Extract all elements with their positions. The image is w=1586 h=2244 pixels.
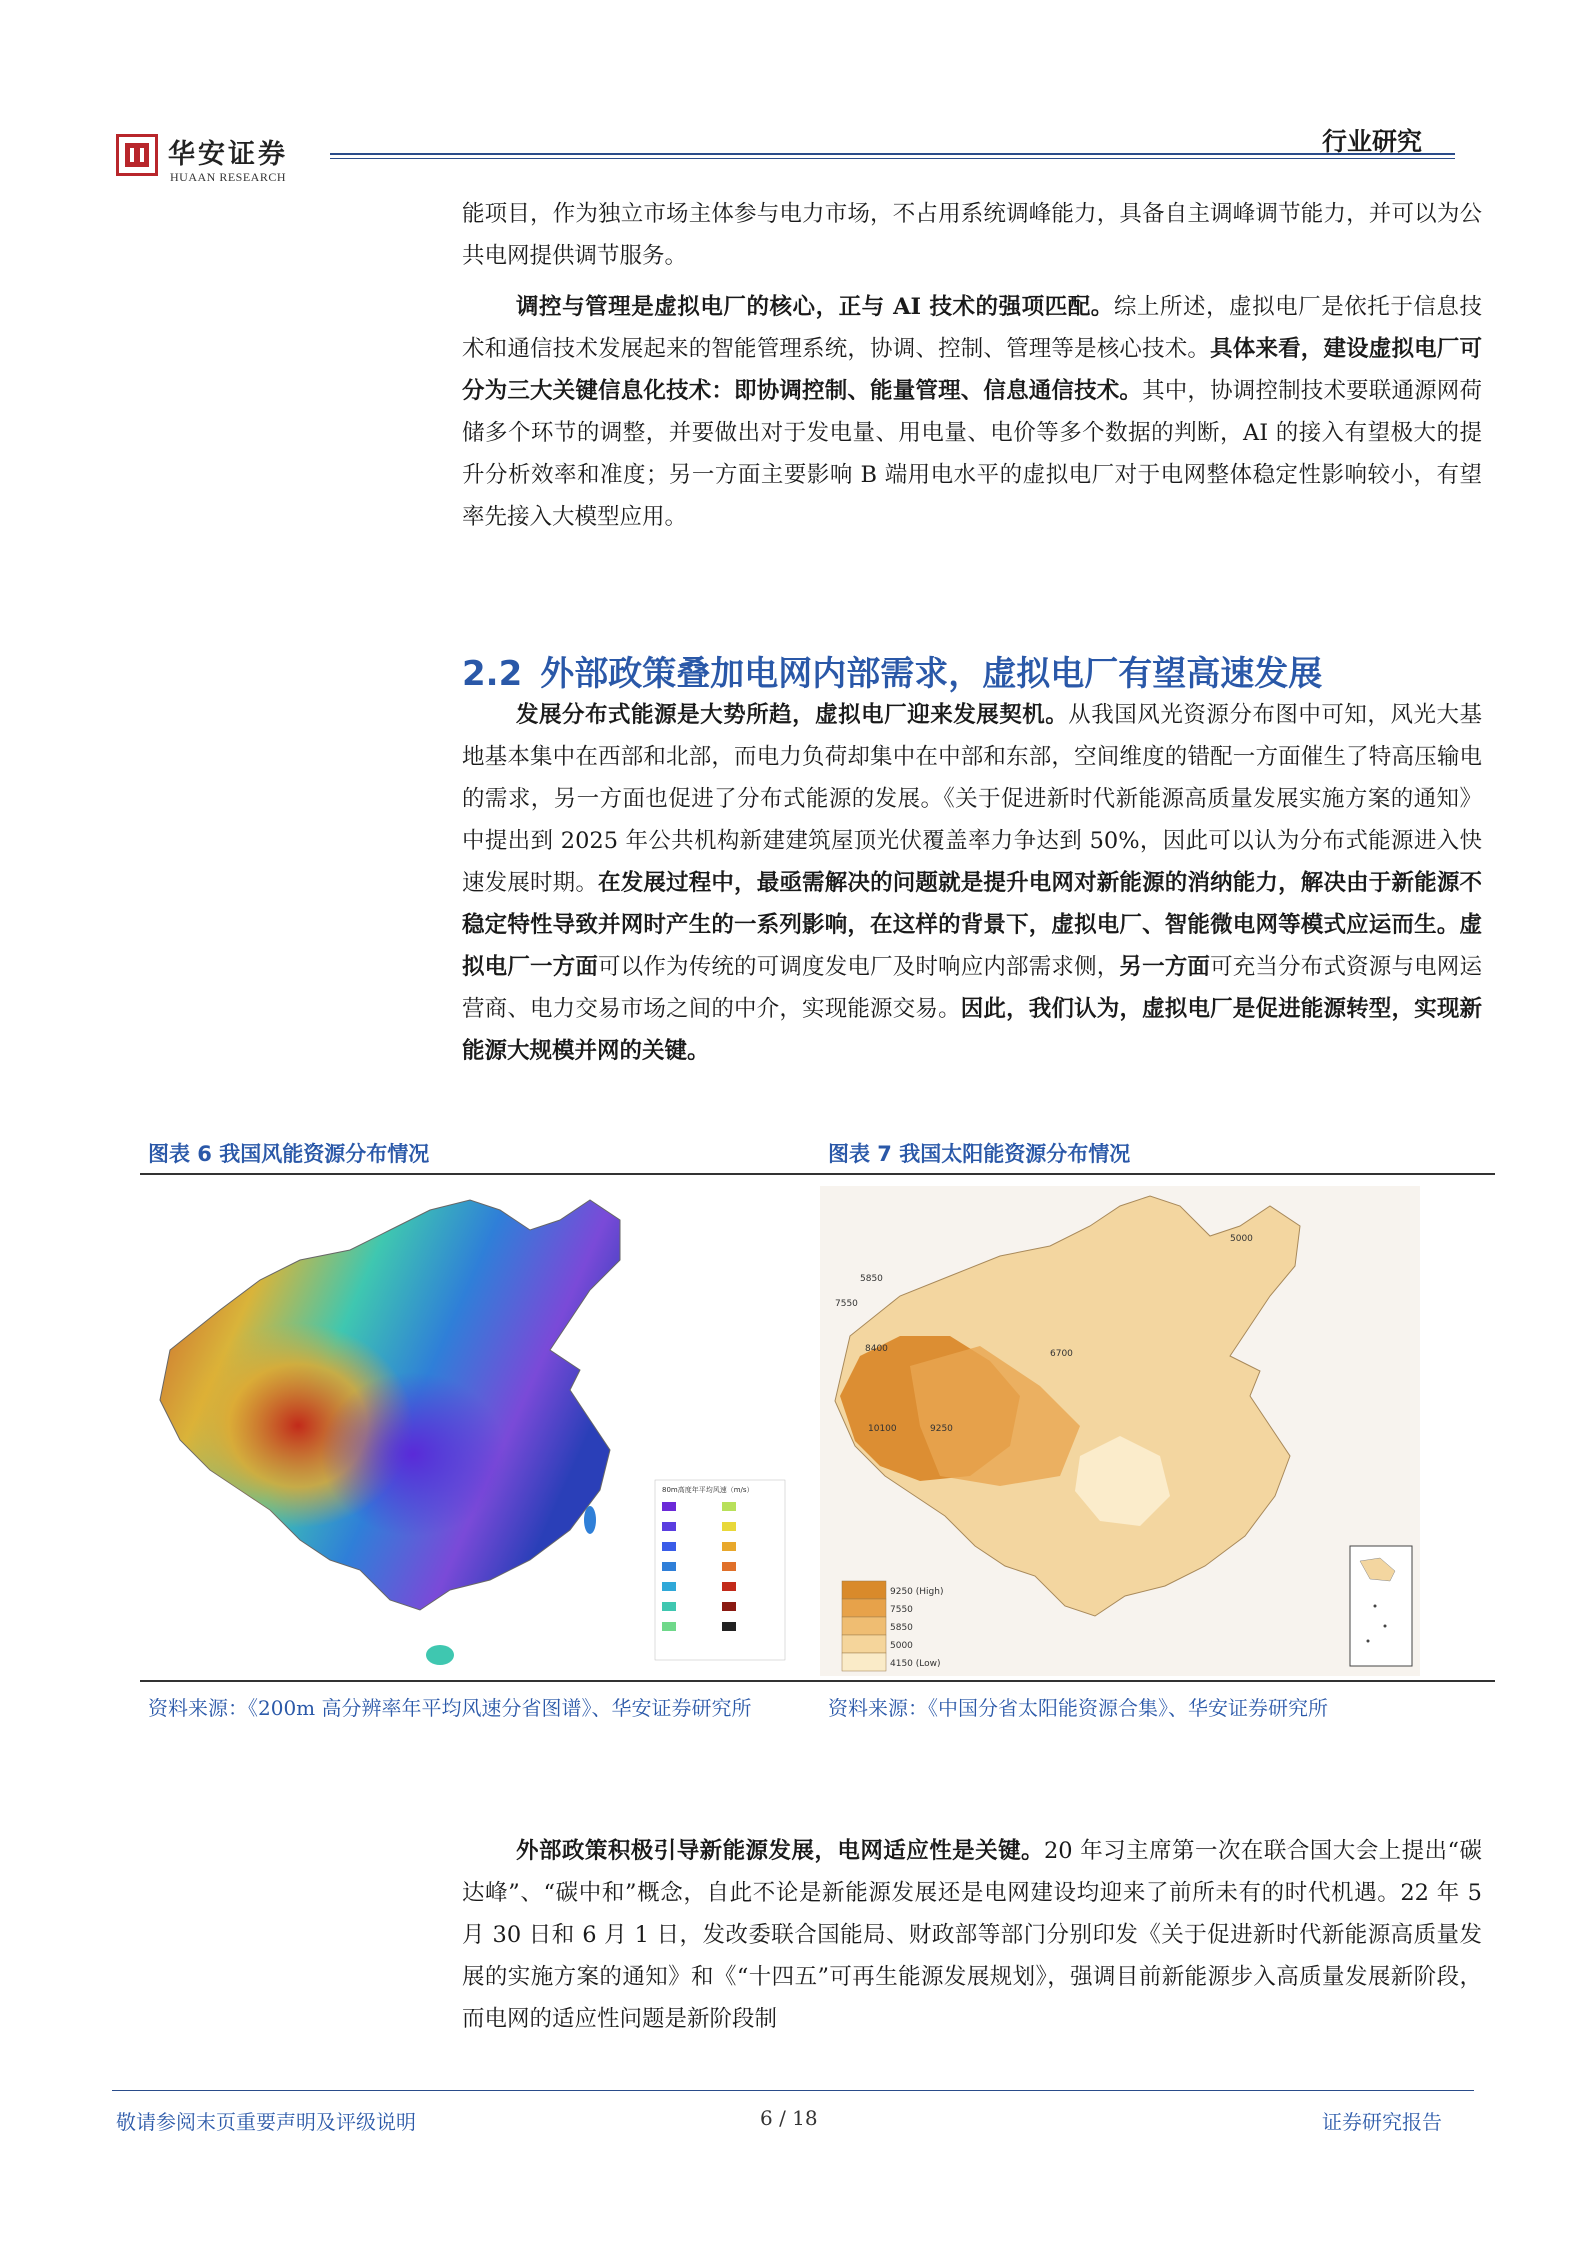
page-number: 6 / 18 bbox=[760, 2106, 818, 2130]
solar-legend-label: 9250 (High) bbox=[890, 1587, 944, 1597]
figure-6-title: 图表 6 我国风能资源分布情况 bbox=[148, 1142, 430, 1166]
wind-legend-swatch bbox=[722, 1522, 736, 1531]
section-heading bbox=[462, 646, 1322, 695]
solar-legend-swatch bbox=[842, 1581, 886, 1599]
paragraph-lead: 外部政策积极引导新能源发展，电网适应性是关键。 bbox=[516, 1838, 1044, 1864]
logo-icon bbox=[116, 134, 158, 176]
paragraph-text: 综上所述，虚拟电厂是依托于信息技术和通信技术发展起来的智能管理系统，协调、控制、管理等是核心技术。 bbox=[462, 294, 1482, 362]
solar-contour-label: 5000 bbox=[1230, 1234, 1253, 1244]
paragraph-bold: 在发展过程中，最亟需解决的问题就是提升电网对新能源的消纳能力，解决由于新能源不稳定特性导致并网时产生的一系列影响，在这样的背景下，虚拟电厂、智能微电网等模式应运而生。 bbox=[462, 870, 1482, 938]
paragraph-text: 可以作为传统的可调度发电厂及时响应内部需求侧， bbox=[598, 954, 1120, 980]
paragraph-bold: 因此，我们认为，虚拟电厂是促进能源转型，实现新能源大规模并网的关键。 bbox=[462, 996, 1482, 1064]
wind-legend-swatch bbox=[662, 1622, 676, 1631]
wind-legend-title: 80m高度年平均风速（m/s） bbox=[662, 1486, 754, 1494]
section-title: 外部政策叠加电网内部需求，虚拟电厂有望高速发展 bbox=[540, 654, 1323, 694]
figure-bottom-rule bbox=[140, 1680, 1495, 1682]
footer-disclaimer: 敬请参阅末页重要声明及评级说明 bbox=[116, 2110, 416, 2134]
paragraph-text: 其中，协调控制技术要联通源网荷储多个环节的调整，并要做出对于发电量、用电量、电价等多个数据的判断，AI 的接入有望极大的提升分析效率和准度；另一方面主要影响 B 端用电水平的虚拟电厂对于电网整体稳定性影响较小，有望率先接入大模型应用。 bbox=[462, 378, 1482, 530]
solar-legend-swatch bbox=[842, 1599, 886, 1617]
paragraph-text: 从我国风光资源分布图中可知，风光大基地基本集中在西部和北部，而电力负荷却集中在中部和东部，空间维度的错配一方面催生了特高压输电的需求，另一方面也促进了分布式能源的发展。《关于促进新时代新能源高质量发展实施方案的通知》中提出到 2025 年公共机构新建建筑屋顶光伏覆盖率力争达到 50%，因此可以认为分布式能源进入快速发展时期。 bbox=[462, 702, 1482, 896]
header-divider bbox=[330, 153, 1455, 155]
wind-legend-swatch bbox=[722, 1542, 736, 1551]
wind-legend-swatch bbox=[662, 1502, 676, 1511]
footer-divider bbox=[112, 2090, 1474, 2091]
solar-legend-swatch bbox=[842, 1635, 886, 1653]
section-number: 2.2 bbox=[462, 654, 523, 694]
report-type-tag: 行业研究 bbox=[1322, 127, 1423, 156]
solar-legend-label: 7550 bbox=[890, 1605, 913, 1615]
solar-legend-swatch bbox=[842, 1617, 886, 1635]
paragraph-text: 可充当分布式资源与电网运营商、电力交易市场之间的中介，实现能源交易。 bbox=[462, 954, 1482, 1022]
header-divider-thin bbox=[330, 158, 1455, 159]
solar-legend-label: 5850 bbox=[890, 1623, 913, 1633]
brand-name-cn: 华安证券 bbox=[168, 139, 288, 170]
paragraph-lead: 发展分布式能源是大势所趋，虚拟电厂迎来发展契机。 bbox=[516, 702, 1069, 728]
solar-contour-label: 10100 bbox=[868, 1424, 897, 1434]
figure-top-rule bbox=[140, 1173, 1495, 1175]
figure-7-source: 资料来源：《中国分省太阳能资源合集》、华安证券研究所 bbox=[828, 1696, 1328, 1720]
paragraph-distributed-energy bbox=[462, 694, 1482, 1072]
wind-legend-swatch bbox=[662, 1602, 676, 1611]
wind-legend-swatch bbox=[662, 1542, 676, 1551]
figure-6-source: 资料来源：《200m 高分辨率年平均风速分省图谱》、华安证券研究所 bbox=[148, 1696, 752, 1720]
paragraph-intro: 能项目，作为独立市场主体参与电力市场，不占用系统调峰能力，具备自主调峰调节能力，并可以为公共电网提供调节服务。 bbox=[462, 201, 1482, 269]
wind-resource-map bbox=[150, 1190, 790, 1670]
paragraph-bold: 具体来看，建设虚拟电厂可分为三大关键信息化技术：即协调控制、能量管理、信息通信技术。 bbox=[462, 336, 1482, 404]
solar-legend-swatch bbox=[842, 1653, 886, 1671]
wind-legend-swatch bbox=[722, 1622, 736, 1631]
brand-name-en: HUAAN RESEARCH bbox=[170, 170, 287, 184]
solar-legend-label: 5000 bbox=[890, 1641, 913, 1651]
wind-legend bbox=[655, 1480, 785, 1660]
solar-contour-label: 9250 bbox=[930, 1424, 953, 1434]
solar-resource-map bbox=[820, 1186, 1420, 1676]
footer-report-label: 证券研究报告 bbox=[1322, 2110, 1442, 2134]
paragraph-text: 20 年习主席第一次在联合国大会上提出“碳达峰”、“碳中和”概念，自此不论是新能源发展还是电网建设均迎来了前所未有的时代机遇。22 年 5 月 30 日和 6 月 1 日，发改委联合国能局、财政部等部门分别印发《关于促进新时代新能源高质量发展的实施方案的通知》和《“十四五”可再生能源发展规划》，强调目前新能源步入高质量发展新阶段，而电网的适应性问题是新阶段制 bbox=[462, 1838, 1482, 2032]
wind-legend-swatch bbox=[662, 1522, 676, 1531]
paragraph-control-management bbox=[462, 286, 1482, 538]
wind-legend-swatch bbox=[722, 1602, 736, 1611]
solar-legend-label: 4150 (Low) bbox=[890, 1659, 941, 1669]
wind-legend-swatch bbox=[662, 1562, 676, 1571]
paragraph-bold: 虚拟电厂一方面 bbox=[462, 912, 1482, 980]
hainan-island bbox=[426, 1645, 454, 1665]
wind-legend-swatch bbox=[662, 1582, 676, 1591]
paragraph-bold: 另一方面 bbox=[1119, 954, 1211, 980]
wind-legend-swatch bbox=[722, 1502, 736, 1511]
figure-7-title: 图表 7 我国太阳能资源分布情况 bbox=[828, 1142, 1131, 1166]
taiwan-island bbox=[584, 1506, 596, 1534]
paragraph-policy bbox=[462, 1830, 1482, 2040]
wind-legend-swatch bbox=[722, 1582, 736, 1591]
solar-contour-label: 5850 bbox=[860, 1274, 883, 1284]
paragraph-lead: 调控与管理是虚拟电厂的核心，正与 AI 技术的强项匹配。 bbox=[516, 294, 1114, 320]
solar-contour-label: 6700 bbox=[1050, 1349, 1073, 1359]
solar-contour-label: 8400 bbox=[865, 1344, 888, 1354]
solar-contour-label: 7550 bbox=[835, 1299, 858, 1309]
wind-legend-swatch bbox=[722, 1562, 736, 1571]
